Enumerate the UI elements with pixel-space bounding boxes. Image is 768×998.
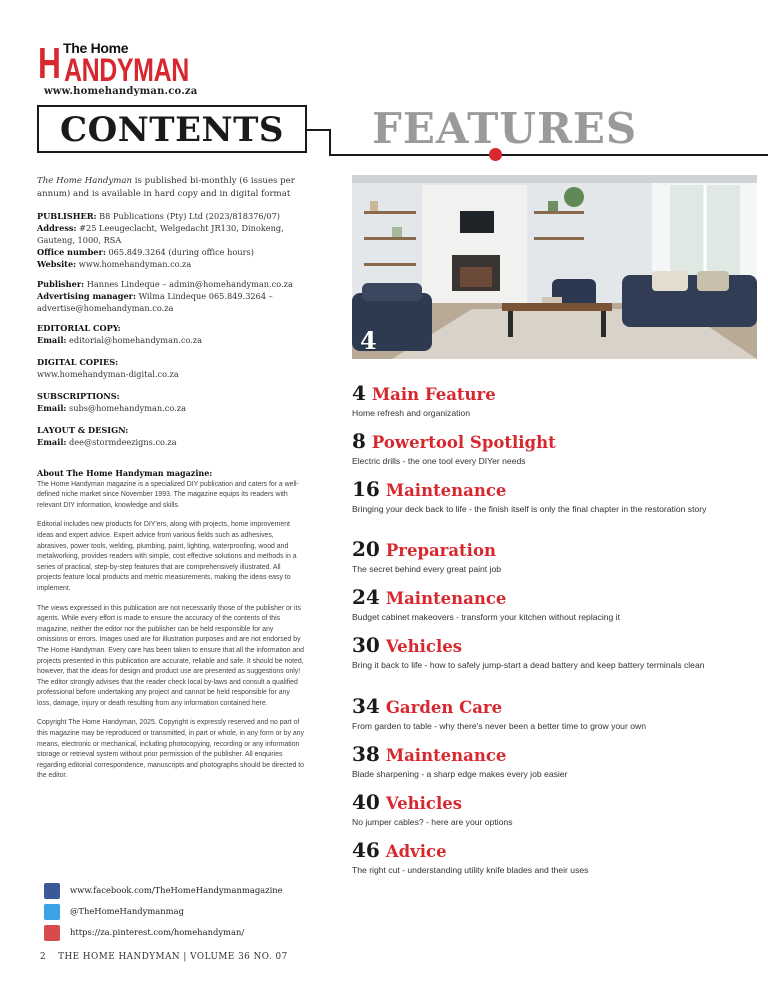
feature-entry[interactable] bbox=[352, 694, 762, 733]
pinterest-link[interactable] bbox=[44, 925, 304, 941]
contents-heading-box bbox=[37, 105, 307, 153]
website-label: Website: bbox=[37, 259, 77, 269]
feature-entry[interactable] bbox=[352, 381, 762, 420]
intro-body: is published bi-monthly (6 issues per annum) and is available in hard copy and in digital format bbox=[37, 176, 295, 199]
feature-page-number: 40 bbox=[352, 790, 380, 814]
ad-manager-label: Advertising manager: bbox=[37, 291, 136, 301]
editorial-block bbox=[37, 322, 305, 346]
disclaimer-paragraph: The views expressed in this publication are not necessarily those of the publisher or its agents. While every effort is made to ensure the accuracy of the contents of this magazine, neither the editor nor the publisher can be held responsible for any omissions or errors. Images used are for illustration purposes and are not endorsed by The Home Handyman. Every care has been taken to ensure that all the information and projects presented in this publication are accurate, reliable and safe. It should be noted, however, that the ideas for design and product use are presented as suggestions only! The editor strongly advises that the reader check local by-laws and consult a qualified professional before undertaking any project and cannot be held responsible for any loss, damage, injury or death resulting from any information contained here. bbox=[37, 604, 304, 707]
layout-label: LAYOUT & DESIGN: bbox=[37, 425, 129, 435]
publisher-label: PUBLISHER: bbox=[37, 211, 97, 221]
office-label: Office number: bbox=[37, 247, 106, 257]
feature-category[interactable]: Preparation bbox=[385, 541, 496, 560]
feature-page-number: 24 bbox=[352, 585, 380, 609]
about-paragraph: Editorial includes new products for DIY'ers, along with projects, home improvement ideas and expert advice. Expert advice from various fields such as adhesives, abrasives, power tools, welding, plumbing, paint, lighting, waterproofing, wood and metalworking, provides readers with simple, cost effective solutions and methods in a series of practical, step-by-step features that are comprehensively illustrated. All projects feature local products and metric measurements, making the ideas easy to implement. bbox=[37, 521, 297, 592]
pinterest-url[interactable]: https://za.pinterest.com/homehandyman/ bbox=[70, 927, 245, 937]
feature-page-number: 46 bbox=[352, 838, 380, 862]
publisher-person-label: Publisher: bbox=[37, 279, 85, 289]
contents-heading: CONTENTS bbox=[60, 110, 284, 150]
office-value: 065.849.3264 (during office hours) bbox=[105, 247, 254, 257]
feature-entry[interactable] bbox=[352, 585, 762, 624]
digital-label: DIGITAL COPIES: bbox=[37, 357, 119, 367]
feature-description: From garden to table - why there's never been a better time to grow your own bbox=[352, 721, 646, 731]
editorial-label: EDITORIAL COPY: bbox=[37, 323, 121, 333]
twitter-icon bbox=[44, 904, 60, 920]
footer-text: THE HOME HANDYMAN | VOLUME 36 NO. 07 bbox=[58, 952, 288, 962]
feature-category[interactable]: Maintenance bbox=[385, 589, 507, 608]
feature-page-number: 8 bbox=[352, 429, 366, 453]
pinterest-icon bbox=[44, 925, 60, 941]
heading-rule bbox=[329, 154, 768, 156]
intro-text bbox=[37, 175, 305, 201]
feature-description: Blade sharpening - a sharp edge makes every job easier bbox=[352, 769, 568, 779]
feature-description: Home refresh and organization bbox=[352, 408, 470, 418]
feature-category[interactable]: Powertool Spotlight bbox=[371, 433, 556, 452]
logo-letter-h: H bbox=[38, 39, 61, 88]
feature-category[interactable]: Garden Care bbox=[385, 698, 503, 717]
about-heading: About The Home Handyman magazine: bbox=[37, 468, 213, 478]
page-number: 2 bbox=[40, 952, 47, 962]
heading-rule bbox=[307, 129, 329, 131]
layout-email: dee@stormdeezigns.co.za bbox=[66, 437, 177, 447]
feature-description: The right cut - understanding utility knife blades and their uses bbox=[352, 865, 589, 875]
feature-entry[interactable] bbox=[352, 537, 762, 576]
feature-description: The secret behind every great paint job bbox=[352, 564, 502, 574]
about-section bbox=[37, 468, 305, 791]
address-label: Address: bbox=[37, 223, 77, 233]
editorial-email: editorial@homehandyman.co.za bbox=[66, 335, 202, 345]
twitter-link[interactable] bbox=[44, 904, 304, 920]
feature-entry[interactable] bbox=[352, 477, 762, 516]
website-value: www.homehandyman.co.za bbox=[76, 259, 192, 269]
photo-page-label: 4 bbox=[360, 326, 377, 355]
digital-block bbox=[37, 356, 305, 380]
magazine-name: The Home Handyman bbox=[37, 176, 133, 186]
twitter-handle[interactable]: @TheHomeHandymanmag bbox=[70, 906, 184, 916]
feature-page-number: 38 bbox=[352, 742, 380, 766]
feature-category[interactable]: Maintenance bbox=[385, 481, 507, 500]
feature-category[interactable]: Vehicles bbox=[385, 637, 462, 656]
feature-category[interactable]: Vehicles bbox=[385, 794, 462, 813]
feature-page-number: 16 bbox=[352, 477, 380, 501]
feature-photo-living-room[interactable] bbox=[352, 175, 757, 359]
editorial-email-label: Email: bbox=[37, 335, 67, 345]
subscriptions-label: SUBSCRIPTIONS: bbox=[37, 391, 120, 401]
website-url: www.homehandyman.co.za bbox=[44, 86, 198, 97]
features-heading: FEATURES bbox=[372, 104, 638, 153]
feature-description: Bringing your deck back to life - the finish itself is only the final chapter in the restoration story bbox=[352, 504, 707, 514]
feature-entry[interactable] bbox=[352, 429, 762, 468]
feature-entry[interactable] bbox=[352, 790, 762, 829]
feature-entry[interactable] bbox=[352, 838, 762, 877]
layout-email-label: Email: bbox=[37, 437, 67, 447]
feature-page-number: 4 bbox=[352, 381, 366, 405]
heading-rule bbox=[329, 129, 331, 155]
facebook-icon bbox=[44, 883, 60, 899]
feature-category[interactable]: Main Feature bbox=[371, 385, 496, 404]
page-footer bbox=[40, 952, 288, 962]
feature-category[interactable]: Maintenance bbox=[385, 746, 507, 765]
feature-category[interactable]: Advice bbox=[385, 842, 447, 861]
people-details bbox=[37, 278, 305, 314]
digital-url: www.homehandyman-digital.co.za bbox=[37, 369, 179, 379]
feature-description: Bring it back to life - how to safely jump-start a dead battery and keep battery terminals clean bbox=[352, 660, 705, 670]
layout-block bbox=[37, 424, 305, 448]
copyright-paragraph: Copyright The Home Handyman, 2025. Copyright is expressly reserved and no part of this magazine may be reproduced or transmitted, in part or whole, in any form or by any means, electronic or mechanical, including photocopying, recording or any information storage or retrieval system without prior permission of the publisher. All enquiries regarding editorial correspondence, manuscripts and photographs should be directed to the editor. bbox=[37, 719, 304, 780]
feature-page-number: 30 bbox=[352, 633, 380, 657]
facebook-link[interactable] bbox=[44, 883, 304, 899]
publisher-details bbox=[37, 210, 305, 270]
living-room-illustration bbox=[352, 175, 757, 359]
subscriptions-block bbox=[37, 390, 305, 414]
about-paragraph: The Home Handyman magazine is a specialized DIY publication and caters for a well-defined niche market since November 1993. The magazine equips its readers with relevant DIY information, knowledge and skills. bbox=[37, 480, 299, 509]
feature-page-number: 34 bbox=[352, 694, 380, 718]
address-value: #25 Leeugeclacht, Welgedacht JR130, Dinokeng, Gauteng, 1000, RSA bbox=[37, 223, 284, 245]
feature-description: Electric drills - the one tool every DIYer needs bbox=[352, 456, 526, 466]
logo-the-home: The Home bbox=[63, 40, 129, 56]
publisher-value: B8 Publications (Pty) Ltd (2023/818376/07) bbox=[96, 211, 281, 221]
publisher-person-value: Hannes Lindeque – admin@homehandyman.co.za bbox=[84, 279, 293, 289]
logo-andyman: ANDYMAN bbox=[64, 52, 189, 88]
feature-description: Budget cabinet makeovers - transform your kitchen without replacing it bbox=[352, 612, 620, 622]
facebook-url[interactable]: www.facebook.com/TheHomeHandymanmagazine bbox=[70, 885, 283, 895]
subscriptions-email: subs@homehandyman.co.za bbox=[66, 403, 186, 413]
ad-manager-value: Wilma Lindeque 065.849.3264 – advertise@homehandyman.co.za bbox=[37, 291, 273, 313]
feature-entry[interactable] bbox=[352, 633, 762, 672]
feature-entry[interactable] bbox=[352, 742, 762, 781]
feature-page-number: 20 bbox=[352, 537, 380, 561]
feature-description: No jumper cables? - here are your options bbox=[352, 817, 513, 827]
subscriptions-email-label: Email: bbox=[37, 403, 67, 413]
